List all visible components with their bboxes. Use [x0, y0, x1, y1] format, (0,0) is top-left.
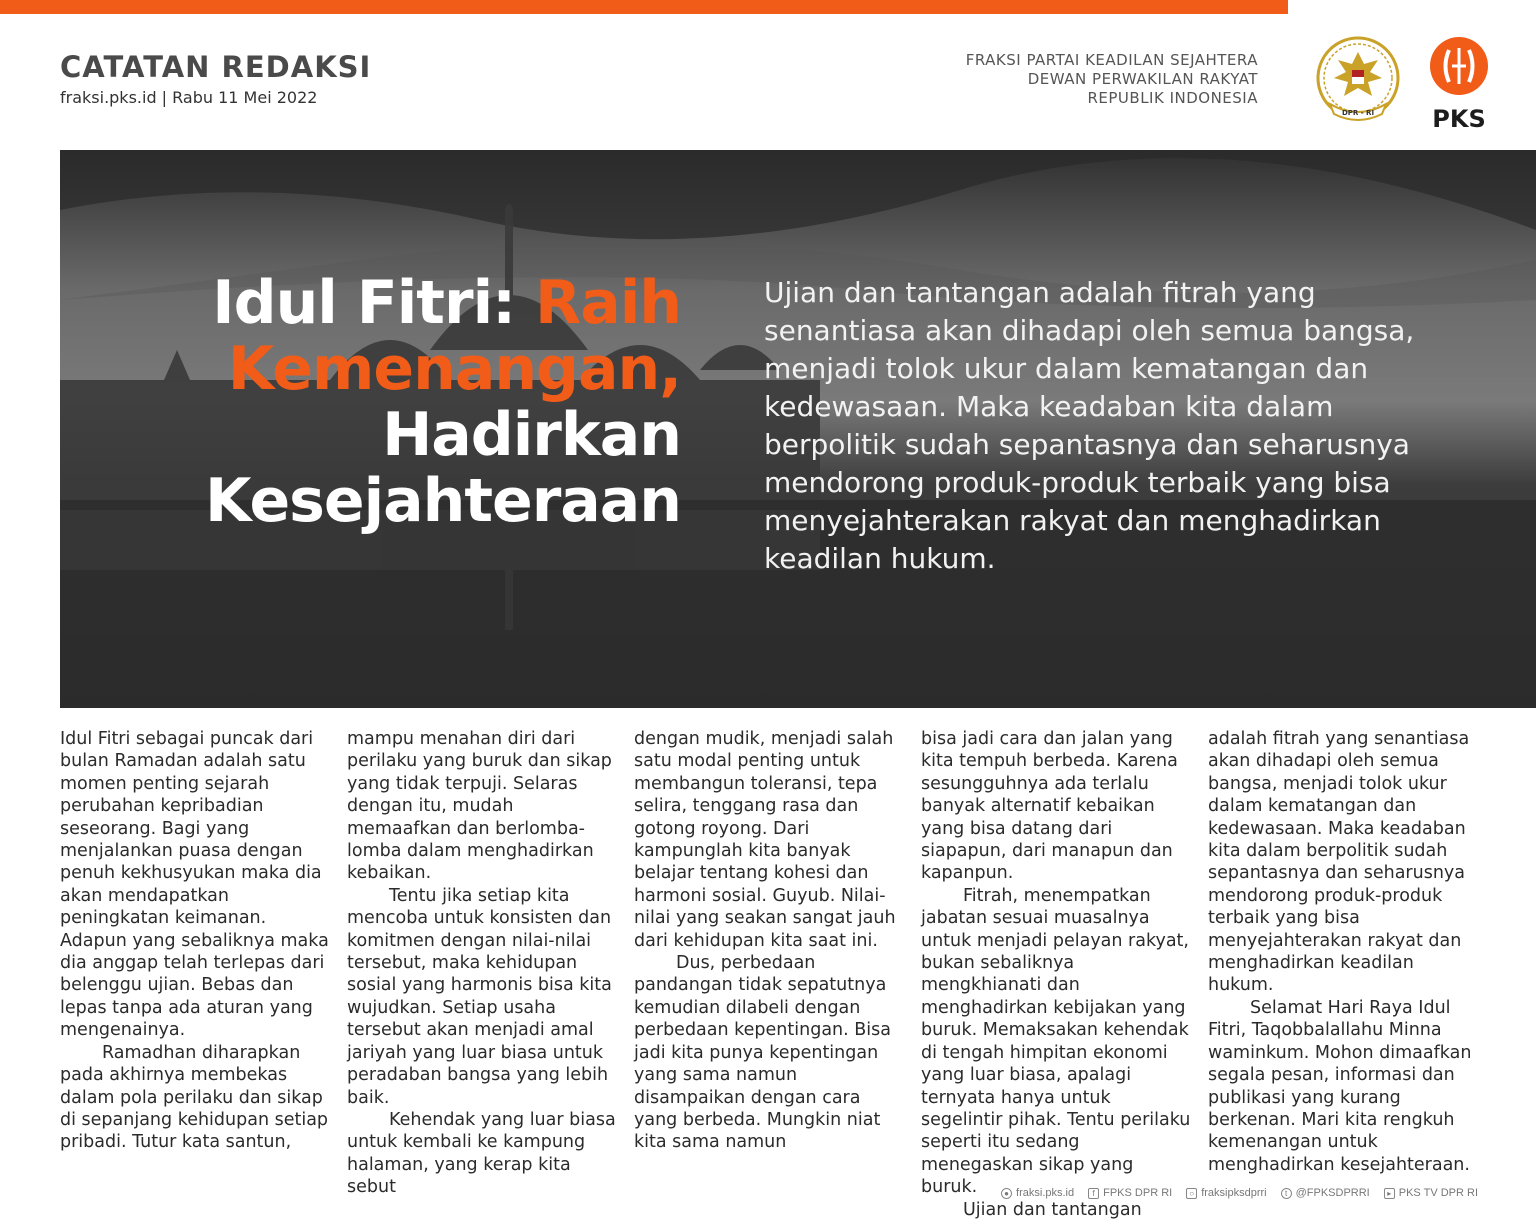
paragraph: dengan mudik, menjadi salah satu modal penting untuk membangun toleransi, tepa selira, tenggang rasa dan gotong royong. Dari kampunglah kita banyak belajar tentang kohesi dan harmoni sosial. Guyub. Nilai-nilai yang seakan sangat jauh dari kehidupan kita saat ini.	[634, 729, 896, 951]
footer-label: @FPKSDPRRI	[1295, 1187, 1370, 1199]
paragraph: Fitrah, menempatkan jabatan sesuai muasalnya untuk menjadi pelayan rakyat, bukan sebaliknya mengkhianati dan menghadirkan kebijakan yang buruk. Memaksakan kehendak di tengah himpitan ekonomi yang luar biasa, apalagi ternyata hanya untuk segelintir pihak. Tentu perilaku seperti itu sedang menegaskan sikap yang buruk.	[921, 885, 1191, 1198]
social-footer	[1001, 1187, 1478, 1199]
org-line-2: DEWAN PERWAKILAN RAKYAT	[1027, 70, 1258, 88]
footer-facebook-link[interactable]	[1088, 1187, 1172, 1199]
footer-label: FPKS DPR RI	[1103, 1187, 1173, 1199]
organization-name	[966, 51, 1258, 108]
twitter-icon: t	[1281, 1188, 1292, 1199]
paragraph: Selamat Hari Raya Idul Fitri, Taqobbalallahu Minna waminkum. Mohon dimaafkan segala pesan, informasi dan publikasi yang kurang berkenan. Mari kita rengkuh kemenangan untuk menghadirkan kesejahteraan.	[1208, 997, 1472, 1175]
paragraph: adalah fitrah yang senantiasa akan dihadapi oleh semua bangsa, menjadi tolok ukur dalam kematangan dan kedewasaan. Maka keadaban kita dalam berpolitik sudah sepantasnya dan seharusnya mendorong produk-produk terbaik yang bisa menyejahterakan rakyat dan menghadirkan keadilan hukum.	[1208, 729, 1470, 996]
footer-label: fraksipksdprri	[1201, 1187, 1267, 1199]
pks-logo-text: PKS	[1432, 105, 1486, 133]
header-left	[60, 50, 371, 107]
pks-logo-icon	[1424, 36, 1494, 133]
headline-part-1: Idul Fitri:	[212, 268, 536, 338]
paragraph: Ujian dan tantangan	[963, 1199, 1142, 1220]
headline-accent-2: Kemenangan,	[227, 334, 681, 404]
instagram-icon: ○	[1186, 1188, 1197, 1199]
org-line-1: FRAKSI PARTAI KEADILAN SEJAHTERA	[965, 51, 1258, 69]
article-column-3	[634, 728, 904, 1154]
globe-icon: ●	[1001, 1188, 1012, 1199]
paragraph: Tentu jika setiap kita mencoba untuk konsisten dan komitmen dengan nilai-nilai tersebut, maka kehidupan sosial yang harmonis bisa kita wujudkan. Setiap usaha tersebut akan menjadi amal jariyah yang luar biasa untuk peradaban bangsa yang lebih baik.	[347, 885, 612, 1108]
hero-pull-quote: Ujian dan tantangan adalah fitrah yang senantiasa akan dihadapi oleh semua bangsa, menjadi tolok ukur dalam kematangan dan kedewasaan. Maka keadaban kita dalam berpolitik sudah sepantasnya dan seharusnya mendorong produk-produk terbaik yang bisa menyejahterakan rakyat dan menghadirkan keadilan hukum.	[764, 276, 1415, 575]
paragraph: Idul Fitri sebagai puncak dari bulan Ramadan adalah satu momen penting sejarah perubahan kepribadian seseorang. Bagi yang menjalankan puasa dengan penuh kekhusyukan maka dia akan mendapatkan peningkatan keimanan. Adapun yang sebaliknya maka dia anggap telah terlepas dari belenggu ujian. Bebas dan lepas tanpa ada aturan yang mengenainya.	[60, 729, 329, 1041]
article-column-1	[60, 728, 330, 1154]
top-accent-bar	[0, 0, 1288, 14]
youtube-icon: ▸	[1384, 1188, 1395, 1199]
footer-instagram-link[interactable]	[1186, 1187, 1266, 1199]
paragraph: mampu menahan diri dari perilaku yang buruk dan sikap yang tidak terpuji. Selaras dengan itu, mudah memaafkan dan berlomba-lomba dalam menghadirkan kebaikan.	[347, 729, 612, 884]
footer-label: fraksi.pks.id	[1016, 1187, 1075, 1199]
facebook-icon: f	[1088, 1188, 1099, 1199]
hero-headline	[205, 270, 681, 534]
headline-line-4: Kesejahteraan	[205, 466, 681, 536]
article-column-4	[921, 728, 1191, 1221]
paragraph: Kehendak yang luar biasa untuk kembali ke kampung halaman, yang kerap kita sebut	[347, 1109, 616, 1198]
headline-line-3: Hadirkan	[382, 400, 681, 470]
hero-banner	[60, 150, 1536, 708]
paragraph: bisa jadi cara dan jalan yang kita tempuh berbeda. Karena sesungguhnya ada terlalu banyak alternatif kebaikan yang bisa datang dari siapapun, dari manapun dan kapanpun.	[921, 729, 1178, 884]
garuda-emblem-icon	[1312, 34, 1404, 126]
paragraph: Ramadhan diharapkan pada akhirnya membekas dalam pola perilaku dan sikap di sepanjang kehidupan setiap pribadi. Tutur kata santun,	[60, 1042, 329, 1153]
footer-website-link[interactable]	[1001, 1187, 1074, 1199]
page-title: CATATAN REDAKSI	[60, 50, 372, 84]
article-column-5	[1208, 728, 1478, 1176]
footer-youtube-link[interactable]	[1384, 1187, 1478, 1199]
footer-label: PKS TV DPR RI	[1398, 1187, 1478, 1199]
paragraph: Dus, perbedaan pandangan tidak sepatutnya kemudian dilabeli dengan perbedaan kepentingan. Bisa jadi kita punya kepentingan yang sama namun disampaikan dengan cara yang berbeda. Mungkin niat kita sama namun	[634, 953, 891, 1153]
pks-emblem-icon	[1424, 36, 1494, 98]
article-column-2	[347, 728, 617, 1199]
org-line-3: REPUBLIK INDONESIA	[1087, 89, 1258, 107]
publication-meta: fraksi.pks.id | Rabu 11 Mei 2022	[60, 88, 318, 107]
footer-twitter-link[interactable]	[1281, 1187, 1370, 1199]
dpr-ribbon-text: DPR - RI	[1341, 109, 1375, 117]
headline-accent-1: Raih	[535, 268, 681, 338]
